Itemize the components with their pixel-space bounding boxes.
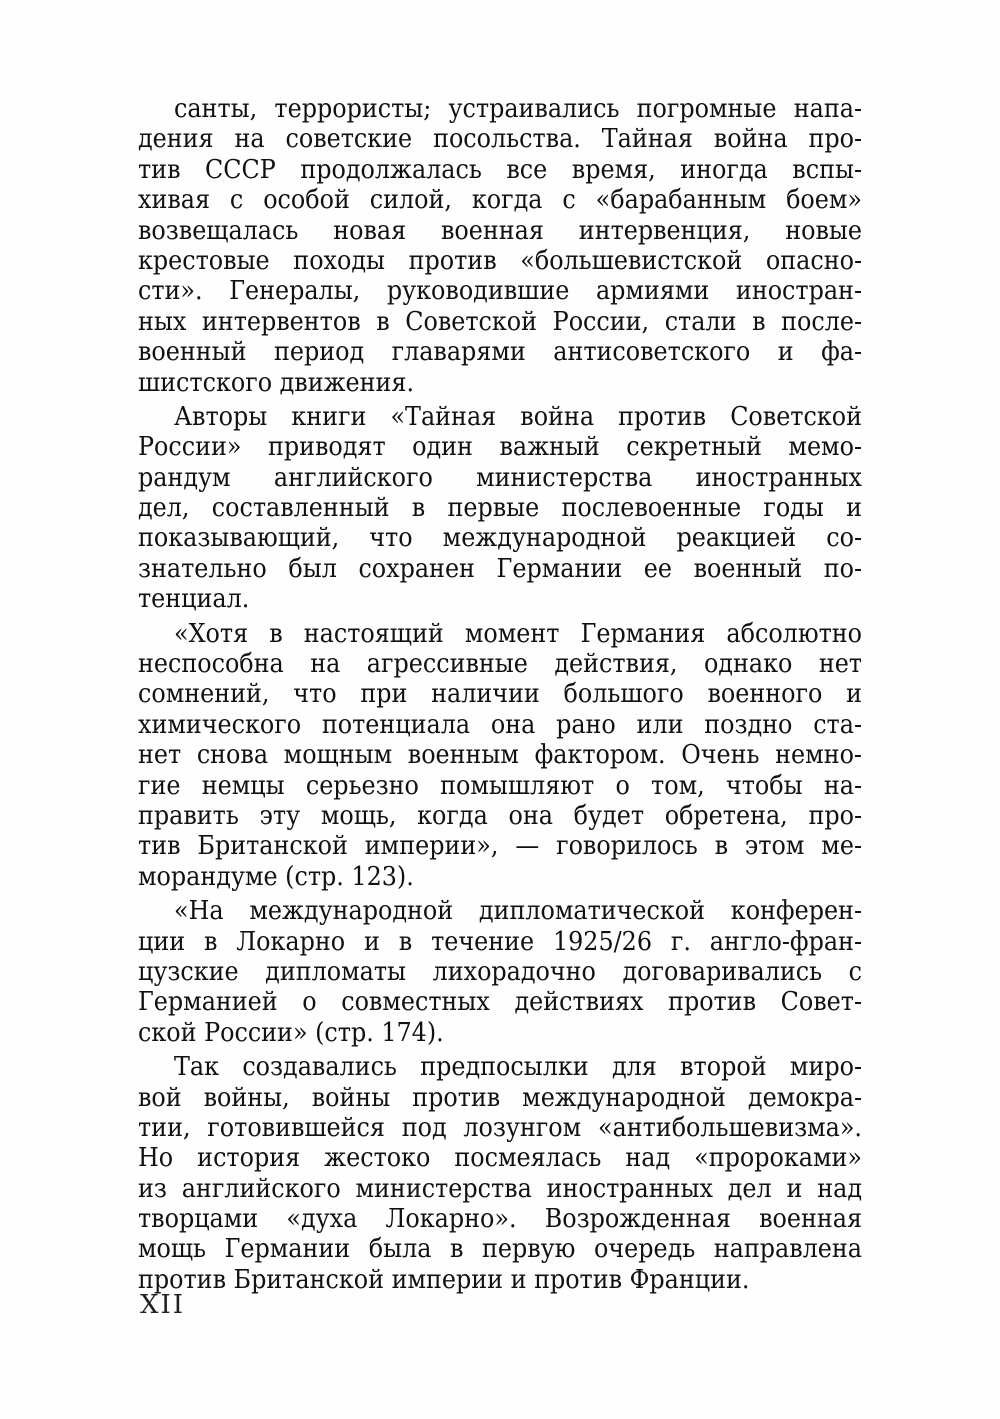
text-line: Но история жестоко посмеялась над «пророками» — [138, 1142, 862, 1174]
text-line: тенциал. — [138, 583, 250, 615]
text-line: Авторы книги «Тайная война против Советской — [174, 400, 862, 432]
text-line: нет снова мощным военным фактором. Очень немно- — [138, 739, 862, 771]
text-line: шистского движения. — [138, 366, 415, 398]
text-line: «Хотя в настоящий момент Германия абсолютно — [174, 617, 862, 649]
text-line: сомнений, что при наличии большого военного и — [138, 678, 862, 710]
text-line: военный период главарями антисоветского и фа- — [138, 336, 862, 368]
text-line: хивая с особой силой, когда с «барабанным боем» — [138, 184, 862, 216]
text-line: тии, готовившейся под лозунгом «антибольшевизма». — [138, 1111, 862, 1143]
text-line: санты, террористы; устраивались погромные напа- — [174, 93, 862, 124]
text-line: крестовые походы против «большевистской опасно- — [138, 244, 862, 276]
text-line: мощь Германии была в первую очередь направлена — [138, 1233, 862, 1265]
text-line: дел, составленный в первые послевоенные годы и — [138, 492, 862, 524]
text-line: гие немцы серьезно помышляют о том, чтобы на- — [138, 769, 862, 801]
text-line: «На международной дипломатической конферен- — [174, 895, 862, 927]
text-line: править эту мощь, когда она будет обретена, про- — [138, 799, 862, 831]
body-text — [138, 94, 862, 1295]
text-line: знательно был сохранен Германии ее военный по- — [138, 552, 862, 584]
paragraph — [138, 402, 862, 615]
page-number: XII — [140, 1290, 186, 1320]
text-line: морандуме (стр. 123). — [138, 860, 414, 892]
text-line: Так создавались предпосылки для второй миро- — [174, 1051, 862, 1083]
paragraph — [138, 1052, 862, 1295]
paragraph — [138, 896, 862, 1048]
text-line: дения на советские посольства. Тайная война про- — [138, 123, 862, 155]
text-line: ции в Локарно и в течение 1925/26 г. англо-фран- — [138, 925, 862, 957]
text-line: тив Британской империи», — говорилось в этом ме- — [138, 830, 862, 862]
text-line: против Британской империи и против Франции. — [138, 1263, 750, 1295]
text-line: ных интервентов в Советской России, стали в после- — [138, 305, 862, 337]
text-line: химического потенциала она рано или поздно ста- — [138, 708, 862, 740]
text-line: тив СССР продолжалась все время, иногда вспы- — [138, 153, 862, 185]
paragraph — [138, 619, 862, 893]
text-line: ской России» (стр. 174). — [138, 1016, 444, 1048]
text-line: вой войны, войны против международной демокра- — [138, 1081, 862, 1113]
text-line: показывающий, что международной реакцией со- — [138, 522, 862, 554]
text-line: цузские дипломаты лихорадочно договаривались с — [138, 955, 862, 987]
text-line: возвещалась новая военная интервенция, новые — [138, 214, 862, 246]
paragraph — [138, 94, 862, 398]
text-line: творцами «духа Локарно». Возрожденная военная — [138, 1203, 862, 1235]
text-line: из английского министерства иностранных дел и над — [138, 1172, 862, 1204]
text-line: России» приводят один важный секретный мемо- — [138, 431, 862, 463]
text-line: неспособна на агрессивные действия, однако нет — [138, 648, 862, 680]
text-line: Германией о совместных действиях против Совет- — [138, 986, 862, 1018]
text-line: сти». Генералы, руководившие армиями иностран- — [138, 275, 862, 307]
text-line: рандум английского министерства иностранных — [138, 461, 862, 493]
